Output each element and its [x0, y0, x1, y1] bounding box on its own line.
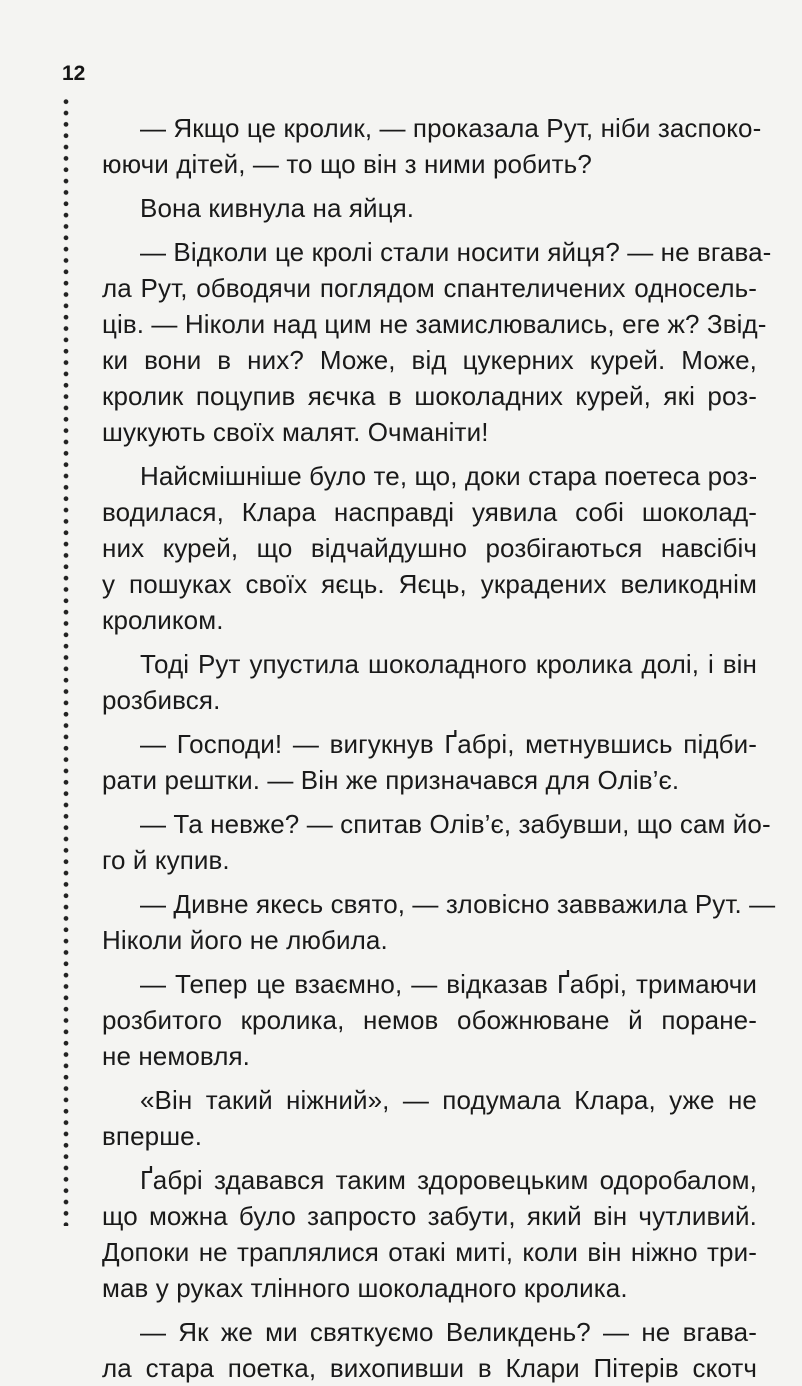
text-line: розбився. [102, 685, 221, 715]
text-line: розбитого кролика, немов обожнюване й поране- [102, 1005, 757, 1035]
text-line: що можна було запросто забути, який він чутливий. [102, 1201, 757, 1231]
page-number: 12 [62, 62, 86, 85]
text-line: — Відколи це кролі стали носити яйця? — не вгава- [140, 237, 772, 267]
text-line: них курей, що відчайдушно розбігаються навсібіч [102, 533, 757, 563]
text-line: Ґабрі здавався таким здоровецьким одоробалом, [140, 1165, 757, 1195]
text-line: «Він такий ніжний», — подумала Клара, уже не [140, 1085, 757, 1115]
text-line: ки вони в них? Може, від цукерних курей. Може, [102, 345, 757, 375]
text-line: Ніколи його не любила. [102, 925, 388, 955]
text-line: ла Рут, обводячи поглядом спантеличених односель- [102, 273, 757, 303]
text-line: кролик поцупив яєчка в шоколадних курей, які роз- [102, 381, 757, 411]
text-line: — Господи! — вигукнув Ґабрі, метнувшись підби- [140, 729, 757, 759]
dotted-margin-rule [63, 96, 69, 1226]
text-line: мав у руках тлінного шоколадного кролика. [102, 1273, 628, 1303]
text-line: — Як же ми святкуємо Великдень? — не вгава- [140, 1317, 757, 1347]
text-line: водилася, Клара насправді уявила собі шоколад- [102, 497, 757, 527]
text-line: Тоді Рут упустила шоколадного кролика долі, і він [140, 649, 757, 679]
text-line: Вона кивнула на яйця. [140, 193, 415, 223]
text-line: Найсмішніше було те, що, доки стара поетеса роз- [140, 461, 758, 491]
text-line: юючи дітей, — то що він з ними робить? [102, 149, 592, 179]
text-line: — Якщо це кролик, — проказала Рут, ніби заспоко- [140, 113, 762, 143]
text-line: — Та невже? — спитав Олів’є, забувши, що сам йо- [140, 809, 771, 839]
text-line: рати рештки. — Він же призначався для Олів’є. [102, 765, 680, 795]
text-line: Допоки не траплялися отакі миті, коли він ніжно три- [102, 1237, 757, 1267]
text-line: у пошуках своїх яєць. Яєць, украдених великоднім [102, 569, 757, 599]
text-line: не немовля. [102, 1041, 250, 1071]
text-line: шукують своїх малят. Очманіти! [102, 417, 489, 447]
text-line: — Тепер це взаємно, — відказав Ґабрі, тримаючи [140, 969, 757, 999]
text-line: кроликом. [102, 605, 224, 635]
text-line: ла стара поетка, вихопивши в Клари Пітерів скотч [102, 1353, 757, 1383]
text-line: вперше. [102, 1121, 203, 1151]
text-line: го й купив. [102, 845, 230, 875]
body-text [102, 110, 776, 1386]
text-line: — Дивне якесь свято, — зловісно завважила Рут. — [140, 889, 776, 919]
text-line: ців. — Ніколи над цим не замислювались, еге ж? Звід- [102, 309, 767, 339]
